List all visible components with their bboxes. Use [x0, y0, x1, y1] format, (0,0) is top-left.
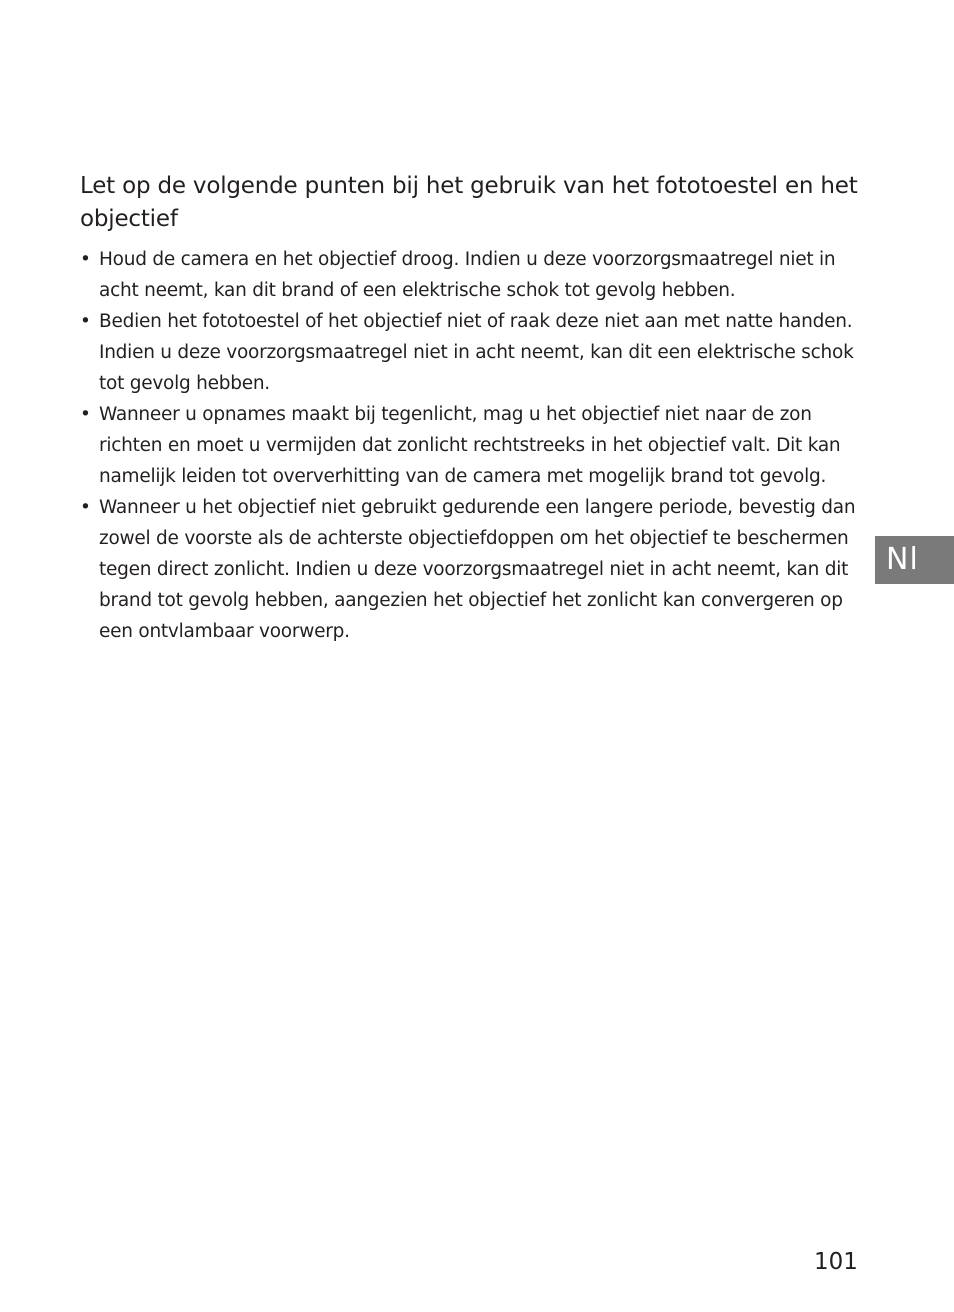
precaution-item — [80, 244, 870, 306]
bullet-icon: • — [80, 249, 91, 270]
precaution-item — [80, 399, 870, 492]
precaution-text: Wanneer u het objectief niet gebruikt gedurende een langere periode, bevestig dan zowel de voorste als de achterste objectiefdoppen om het objectief te beschermen tegen direct zonlicht. Indien u deze voorzorgsmaatregel niet in acht neemt, kan dit brand tot gevolg hebben, aangezien het objectief het zonlicht kan convergeren op een ontvlambaar voorwerp. — [99, 497, 856, 642]
safety-section — [80, 170, 870, 647]
precaution-item — [80, 306, 870, 399]
precaution-text: Houd de camera en het objectief droog. Indien u deze voorzorgsmaatregel niet in acht neemt, kan dit brand of een elektrische schok tot gevolg hebben. — [99, 249, 836, 301]
section-heading: Let op de volgende punten bij het gebruik van het fototoestel en het objectief — [80, 173, 858, 232]
bullet-icon: • — [80, 497, 91, 518]
precaution-list — [80, 244, 870, 647]
precaution-item — [80, 492, 870, 647]
page-number: 101 — [814, 1249, 858, 1275]
language-tab: Nl — [875, 536, 954, 584]
precaution-text: Bedien het fototoestel of het objectief niet of raak deze niet aan met natte handen. Indien u deze voorzorgsmaatregel niet in acht neemt, kan dit een elektrische schok tot gevolg hebben. — [99, 311, 854, 394]
precaution-text: Wanneer u opnames maakt bij tegenlicht, mag u het objectief niet naar de zon richten en moet u vermijden dat zonlicht rechtstreeks in het objectief valt. Dit kan namelijk leiden tot oververhitting van de camera met mogelijk brand tot gevolg. — [99, 404, 841, 487]
bullet-icon: • — [80, 404, 91, 425]
bullet-icon: • — [80, 311, 91, 332]
